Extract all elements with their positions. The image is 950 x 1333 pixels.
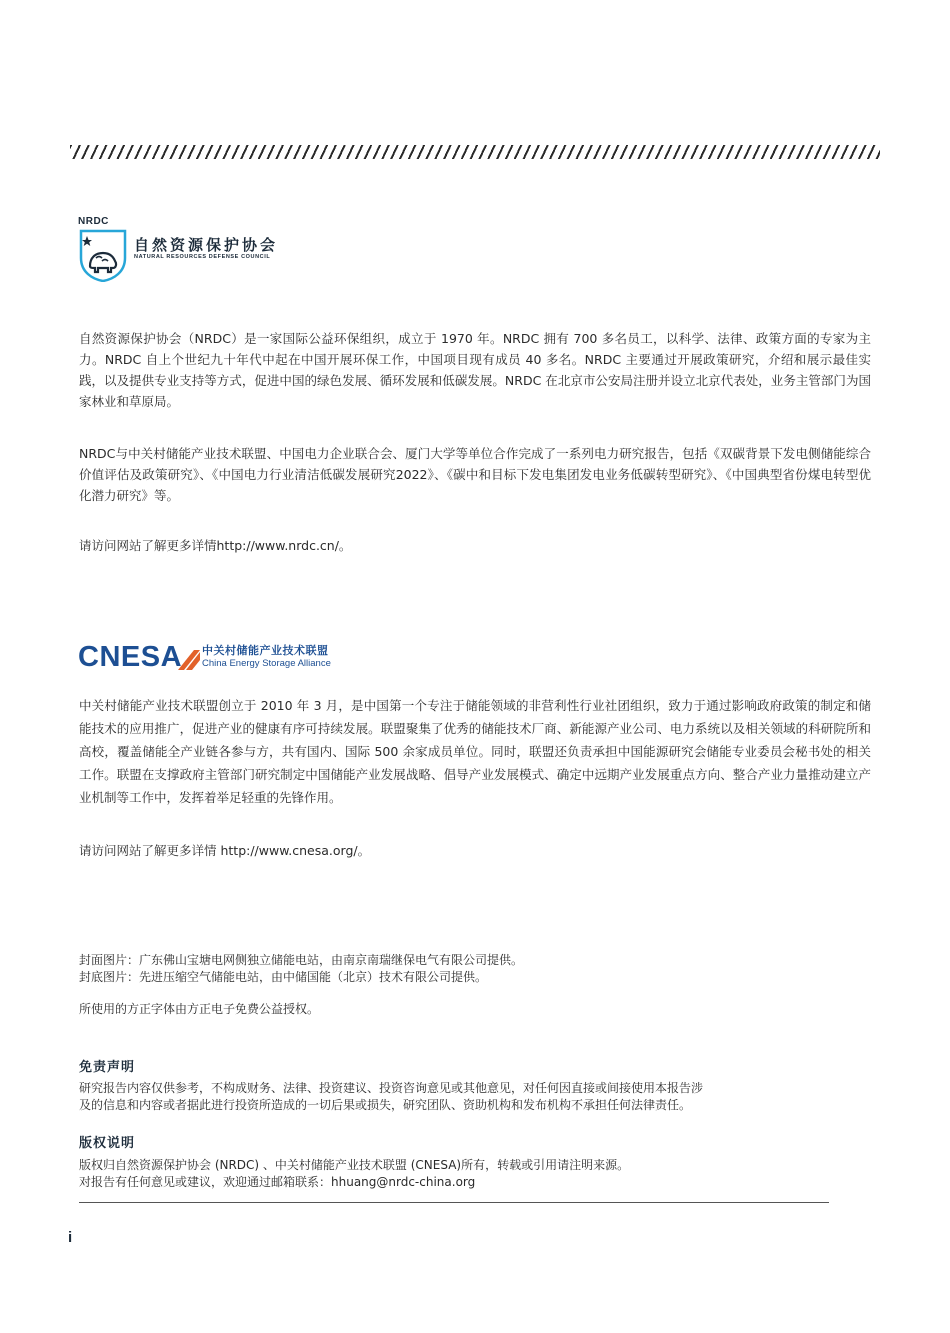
cnesa-logo-abbr: CNESA (78, 641, 183, 673)
nrdc-logo-name-cn: 自然资源保护协会 (134, 236, 279, 254)
cnesa-logo (78, 642, 358, 674)
cnesa-logo-name-cn: 中关村储能产业技术联盟 (202, 644, 329, 657)
disclaimer-line: 及的信息和内容或者据此进行投资所造成的一切后果或损失，研究团队、资助机构和发布机构不承担任何法律责任。 (79, 1098, 692, 1112)
cnesa-logo-name-en: China Energy Storage Alliance (202, 658, 331, 669)
contact-line: 对报告有任何意见或建议，欢迎通过邮箱联系：hhuang@nrdc-china.org (79, 1175, 476, 1189)
nrdc-website-line: 请访问网站了解更多详情http://www.nrdc.cn/。 (79, 538, 352, 553)
nrdc-intro-paragraph: 自然资源保护协会（NRDC）是一家国际公益环保组织，成立于 1970 年。NRDC 拥有 700 多名员工，以科学、法律、政策方面的专家为主力。NRDC 自上个世纪九十年代中起在中国开展环保工作，中国项目现有成员 40 多名。NRDC 主要通过开展政策研究，介绍和展示最佳实践，以及提供专业支持等方式，促进中国的绿色发展、循环发展和低碳发展。NRDC 在北京市公安局注册并设立北京代表处，业务主管部门为国家林业和草原局。 (79, 331, 871, 409)
cnesa-intro-paragraph: 中关村储能产业技术联盟创立于 2010 年 3 月，是中国第一个专注于储能领域的非营利性行业社团组织，致力于通过影响政府政策的制定和储能技术的应用推广，促进产业的健康有序可持续发展。联盟聚集了优秀的储能技术厂商、新能源产业公司、电力系统以及相关领域的科研院所和高校，覆盖储能全产业链各参与方，共有国内、国际 500 余家成员单位。同时，联盟还负责承担中国能源研究会储能专业委员会秘书处的相关工作。联盟在支撑政府主管部门研究制定中国储能产业发展战略、倡导产业发展模式、确定中远期产业发展重点方向、整合产业力量推动建立产业机制等工作中，发挥着举足轻重的先锋作用。 (79, 698, 871, 805)
cnesa-stripes-icon (178, 644, 200, 670)
disclaimer-heading: 免责声明 (79, 1060, 136, 1075)
footer-divider (79, 1202, 829, 1203)
copyright-heading: 版权说明 (79, 1136, 136, 1151)
font-license-note: 所使用的方正字体由方正电子免费公益授权。 (79, 1002, 320, 1016)
nrdc-reports-paragraph: NRDC与中关村储能产业技术联盟、中国电力企业联合会、厦门大学等单位合作完成了一系列电力研究报告，包括《双碳背景下发电侧储能综合价值评估及政策研究》、《中国电力行业清洁低碳发展研究2022》、《碳中和目标下发电集团发电业务低碳转型研究》、《中国典型省份煤电转型优化潜力研究》等。 (79, 446, 871, 503)
cover-image-credit: 封面图片：广东佛山宝塘电网侧独立储能电站，由南京南瑞继保电气有限公司提供。 (79, 953, 524, 967)
copyright-line: 版权归自然资源保护协会 (NRDC) 、中关村储能产业技术联盟 (CNESA)所有，转载或引用请注明来源。 (79, 1158, 630, 1172)
polar-bear-shield-icon (78, 228, 128, 282)
disclaimer-line: 研究报告内容仅供参考，不构成财务、法律、投资建议、投资咨询意见或其他意见，对任何因直接或间接使用本报告涉 (79, 1081, 704, 1095)
page-number: i (68, 1229, 73, 1246)
nrdc-logo-name-en: NATURAL RESOURCES DEFENSE COUNCIL (134, 254, 271, 260)
decorative-hatch-band (70, 145, 880, 159)
nrdc-logo (78, 216, 318, 286)
back-cover-image-credit: 封底图片：先进压缩空气储能电站，由中储国能（北京）技术有限公司提供。 (79, 970, 488, 984)
nrdc-logo-abbr: NRDC (78, 216, 109, 227)
cnesa-website-line: 请访问网站了解更多详情 http://www.cnesa.org/。 (79, 843, 371, 858)
